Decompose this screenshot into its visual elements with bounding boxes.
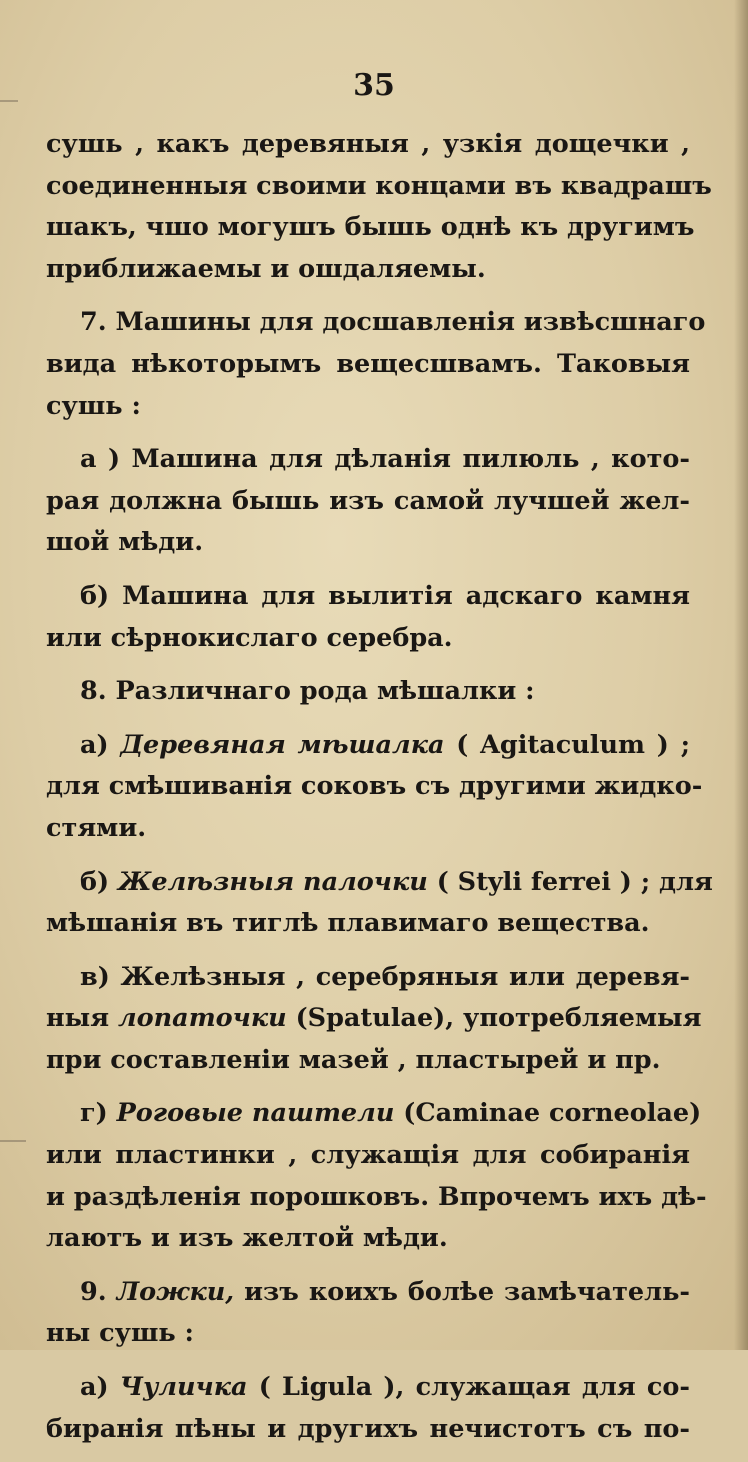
- text-line: или сѣрнокислаго серебра.: [46, 622, 453, 653]
- paragraph-item-7b: [46, 576, 690, 659]
- item-prefix: ныя: [46, 1003, 118, 1034]
- page-edge-shadow: [734, 0, 748, 1350]
- text-line: стями.: [46, 812, 147, 843]
- text-line: [46, 998, 702, 1040]
- text-line: а ) Машина для дѣланія пилюль , кото-: [80, 444, 690, 475]
- text-line: приближаемы и ошдаляемы.: [46, 253, 486, 284]
- text-line: шакъ, чшо могушъ бышь однѣ къ другимъ: [46, 212, 695, 243]
- item-prefix: 9.: [80, 1276, 117, 1307]
- text-line: мѣшанія въ тиглѣ плавимаго вещества.: [46, 908, 650, 939]
- term-after: ( Agitaculum ) ;: [444, 729, 690, 760]
- text-line: [46, 1272, 690, 1314]
- paragraph-item-8: [46, 671, 690, 713]
- item-prefix: б): [80, 866, 118, 897]
- text-line: [46, 1367, 690, 1409]
- text-line: рая должна бышь изъ самой лучшей жел-: [46, 485, 690, 516]
- text-line: шой мѣди.: [46, 527, 204, 558]
- item-prefix: г): [80, 1098, 117, 1129]
- text-line: или пластинки , служащія для собиранія: [46, 1140, 690, 1171]
- text-line: 8. Различнаго рода мѣшалки :: [80, 676, 535, 707]
- item-prefix: а): [80, 1372, 120, 1403]
- term-italic: Ложки,: [116, 1276, 235, 1307]
- text-line: при составленіи мазей , пластырей и пр.: [46, 1044, 661, 1075]
- term-italic: Роговые паштели: [116, 1098, 395, 1129]
- text-line: для смѣшиванія соковъ съ другими жидко-: [46, 771, 703, 802]
- text-line: соединенныя своими концами въ квадрашъ: [46, 170, 712, 201]
- term-after: изъ коихъ болѣе замѣчатель-: [234, 1276, 691, 1307]
- text-line: вида нѣкоторымъ вещесшвамъ. Таковыя: [46, 348, 690, 379]
- body-text: [46, 124, 713, 1462]
- term-after: (Spatulae), употребляемыя: [286, 1003, 702, 1034]
- paragraph-item-8b: [46, 862, 713, 945]
- paragraph-item-8c: [46, 957, 702, 1082]
- text-line: в) Желѣзныя , серебряныя или деревя-: [80, 961, 690, 992]
- text-line: [46, 1093, 702, 1135]
- text-line: [46, 862, 713, 904]
- text-line: и раздѣленія порошковъ. Впрочемъ ихъ дѣ-: [46, 1181, 707, 1212]
- paragraph-item-7a: [46, 439, 690, 564]
- term-italic: Деревяная мѣшалка: [120, 729, 445, 760]
- paragraph-continuation: [46, 124, 712, 290]
- paragraph-item-7: [46, 302, 706, 427]
- item-prefix: а): [80, 729, 121, 760]
- text-line: сушь :: [46, 390, 141, 421]
- term-after: (Caminae corneolae): [394, 1098, 702, 1129]
- term-italic: лопаточки: [117, 1003, 287, 1034]
- page-number: 35: [353, 68, 395, 103]
- term-after: ( Ligula ), служащая для со-: [247, 1372, 690, 1403]
- paragraph-item-9: [46, 1272, 690, 1355]
- text-line: 7. Машины для досшавленія извѣсшнаго: [80, 307, 706, 338]
- text-line: биранія пѣны и другихъ нечистотъ съ по-: [46, 1413, 690, 1444]
- text-line: сушь , какъ деревяныя , узкія дощечки ,: [46, 129, 690, 159]
- margin-mark: [0, 1140, 26, 1142]
- term-italic: Желѣзныя палочки: [117, 866, 428, 897]
- paragraph-item-9a: [46, 1367, 690, 1450]
- term-italic: Чуличка: [119, 1372, 248, 1403]
- text-line: б) Машина для вылитія адскаго камня: [80, 580, 690, 611]
- text-line: ны сушь :: [46, 1318, 194, 1349]
- term-after: ( Styli ferrei ) ; для: [427, 866, 713, 897]
- text-line: лаютъ и изъ желтой мѣди.: [46, 1223, 448, 1254]
- text-line: [46, 725, 690, 767]
- paragraph-item-8a: [46, 725, 703, 850]
- paragraph-item-8d: [46, 1093, 707, 1259]
